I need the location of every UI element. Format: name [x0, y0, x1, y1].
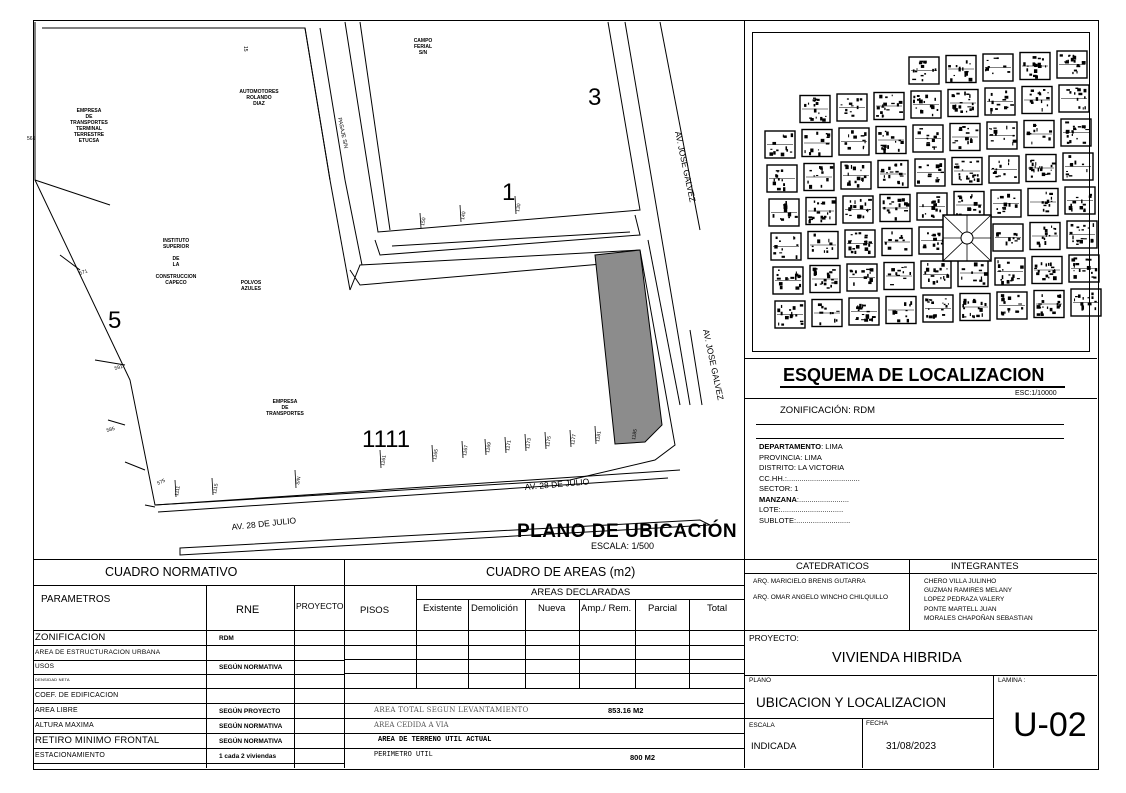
normativo-row	[33, 719, 344, 734]
normativo-row	[33, 646, 344, 661]
normativo-row	[33, 674, 344, 689]
street-28-julio-right: AV. 28 DE JULIO	[524, 476, 590, 492]
escala-label: ESCALA	[749, 722, 775, 729]
escala-value: INDICADA	[751, 741, 797, 752]
svg-text:DE: DE	[281, 405, 289, 411]
svg-text:DE: DE	[172, 256, 180, 262]
svg-text:EMPRESA: EMPRESA	[272, 399, 298, 405]
normativo-row	[33, 660, 344, 675]
svg-text:DE: DE	[85, 114, 93, 120]
svg-text:ETUCSA: ETUCSA	[78, 138, 100, 144]
normativo-row	[33, 704, 344, 719]
normativo-param: ZONIFICACION	[35, 632, 106, 643]
normativo-param: ALTURA MAXIMA	[35, 722, 94, 729]
normativo-rne: SEGÚN NORMATIVA	[219, 738, 283, 745]
proyecto-label: PROYECTO:	[749, 633, 799, 643]
normativo-param: AREA DE ESTRUCTURACION URBANA	[35, 649, 161, 656]
plano-scale: ESCALA: 1/500	[591, 541, 655, 551]
svg-text:1173: 1173	[525, 437, 533, 450]
svg-text:TERMINAL: TERMINAL	[76, 126, 102, 132]
normativo-row	[33, 689, 344, 704]
site-lot	[595, 250, 662, 444]
svg-text:1175: 1175	[545, 435, 553, 448]
svg-text:LA: LA	[172, 262, 180, 268]
svg-text:1115: 1115	[212, 483, 220, 495]
svg-text:591: 591	[113, 363, 124, 372]
svg-text:ROLANDO: ROLANDO	[246, 95, 272, 101]
normativo-param: RETIRO MINIMO FRONTAL	[35, 735, 160, 746]
proyecto-name: VIVIENDA HIBRIDA	[832, 650, 962, 666]
svg-text:FERIAL: FERIAL	[413, 44, 433, 50]
svg-text:TRANSPORTES: TRANSPORTES	[266, 411, 304, 417]
svg-text:15: 15	[242, 46, 248, 52]
plano-label: PLANO	[749, 677, 772, 684]
svg-text:1169: 1169	[485, 441, 493, 454]
svg-text:AUTOMOTORES: AUTOMOTORES	[239, 89, 279, 95]
street-jose-galvez-top: AV. JOSE GALVEZ	[673, 130, 698, 203]
lamina-value: U-02	[1013, 706, 1087, 744]
normativo-rne: SEGÚN NORMATIVA	[219, 723, 283, 730]
svg-text:1185: 1185	[631, 428, 639, 441]
svg-text:DIAZ: DIAZ	[253, 101, 265, 107]
credits: CATEDRATICOS INTEGRANTES ARQ. MARICIELO BRENIS GUTARRA ARQ. OMAR ANGELO WINCHO CHILQUILLO CHERO VILLA JULINHO GUZMAN RAMIRES MELANY LOPEZ PEDRAZA VALERY PONTE MARTELL JUAN MORALES CHAPOÑAN SEBASTIAN	[744, 559, 1097, 630]
svg-text:TERRESTRE: TERRESTRE	[73, 132, 105, 138]
svg-text:SUPERIOR: SUPERIOR	[162, 244, 190, 250]
svg-text:INSTITUTO: INSTITUTO	[162, 238, 190, 244]
svg-text:1181: 1181	[595, 430, 603, 443]
svg-text:150: 150	[420, 217, 428, 227]
zonificacion-label: ZONIFICACIÓN: RDM	[780, 405, 875, 416]
svg-text:CAPECO: CAPECO	[165, 280, 187, 286]
svg-text:1111: 1111	[174, 485, 182, 497]
esquema-title: ESQUEMA DE LOCALIZACION	[783, 365, 1045, 385]
svg-text:AZULES: AZULES	[241, 286, 261, 292]
normativo-row	[33, 631, 344, 646]
normativo-param: AREA LIBRE	[35, 707, 78, 714]
svg-text:S/N: S/N	[418, 50, 428, 56]
normativo-rne: SEGÚN PROYECTO	[219, 708, 281, 715]
normativo-rne: RDM	[219, 635, 234, 642]
svg-text:CONSTRUCCION: CONSTRUCCION	[155, 274, 197, 280]
block-1: 1	[502, 179, 516, 206]
svg-text:TRANSPORTES: TRANSPORTES	[70, 120, 108, 126]
block-1111: 1111	[362, 426, 411, 453]
svg-text:1161: 1161	[380, 454, 388, 467]
svg-text:1177: 1177	[570, 433, 578, 446]
svg-text:S/N: S/N	[295, 476, 303, 486]
fecha-label: FECHA	[866, 720, 889, 727]
street-pasaje: PASAJE S/N	[336, 117, 349, 150]
lamina-label: LAMINA :	[998, 677, 1026, 684]
fecha-value: 31/08/2023	[886, 741, 937, 752]
svg-text:1171: 1171	[505, 439, 513, 452]
normativo-param: USOS	[35, 663, 55, 670]
plano-name: UBICACION Y LOCALIZACION	[756, 695, 947, 710]
normativo-rne: SEGÚN NORMATIVA	[219, 664, 283, 671]
svg-text:561: 561	[27, 136, 36, 142]
divider-right	[744, 20, 745, 768]
normativo-param: COEF. DE EDIFICACION	[35, 692, 119, 699]
svg-text:1167: 1167	[462, 444, 470, 457]
block-3: 3	[588, 84, 602, 111]
svg-text:EMPRESA: EMPRESA	[76, 108, 102, 114]
svg-text:571: 571	[78, 268, 89, 277]
street-28-julio-left: AV. 28 DE JULIO	[231, 515, 297, 532]
cuadro-areas: CUADRO DE AREAS (m2) AREAS DECLARADAS PISOS Existente Demolición Nueva Amp./ Rem. Parcial Total AREA TOTAL SEGUN LEVANTAMIENTO 853.16 M2 AREA CEDIDA A VIA AREA DE TERRENO UTIL ACTUAL PERIMETRO UTIL 800 M2	[344, 559, 744, 768]
svg-text:130: 130	[515, 203, 523, 213]
normativo-param: ESTACIONAMIENTO	[35, 752, 106, 759]
svg-text:POLVOS: POLVOS	[240, 280, 262, 286]
svg-text:575: 575	[156, 477, 167, 487]
esquema-frame	[752, 32, 1090, 352]
site-plan-map	[27, 20, 745, 560]
svg-text:140: 140	[460, 211, 468, 221]
street-jose-galvez-bottom: AV. JOSE GALVEZ	[701, 328, 726, 401]
location-info: DEPARTAMENTO: LIMA PROVINCIA: LIMA DISTRITO: LA VICTORIA CC.HH.:................................... SECTOR: 1 MANZANA:........................ LOTE:.............................. SUBLOTE:..........................	[759, 442, 860, 525]
esquema-scale: ESC:1/10000	[1015, 390, 1057, 397]
normativo-row	[33, 749, 344, 764]
block-5: 5	[108, 307, 122, 334]
normativo-row	[33, 734, 344, 749]
normativo-rne: 1 cada 2 viviendas	[219, 753, 277, 760]
svg-text:1165: 1165	[432, 448, 440, 461]
esquema-map	[753, 33, 1089, 351]
svg-text:585: 585	[105, 425, 116, 434]
cuadro-normativo: CUADRO NORMATIVO PARAMETROS RNE PROYECTO ZONIFICACION RDM AREA DE ESTRUCTURACION URBANA USOS SEGÚN NORMATIVA DENSIDAD NETA COEF. DE EDIFICACION AREA LIBRE SEGÚN PROYECTO ALTURA MAXIMA SEGÚN NORMATIVA RETIRO MINIMO FRONTAL SEGÚN NORMATIVA ESTACIONAMIENTO 1 cada 2 viviendas	[33, 559, 345, 768]
svg-text:CAMPO: CAMPO	[413, 38, 433, 44]
normativo-param: DENSIDAD NETA	[35, 677, 70, 682]
plano-title: PLANO DE UBICACIÓN	[517, 521, 738, 542]
